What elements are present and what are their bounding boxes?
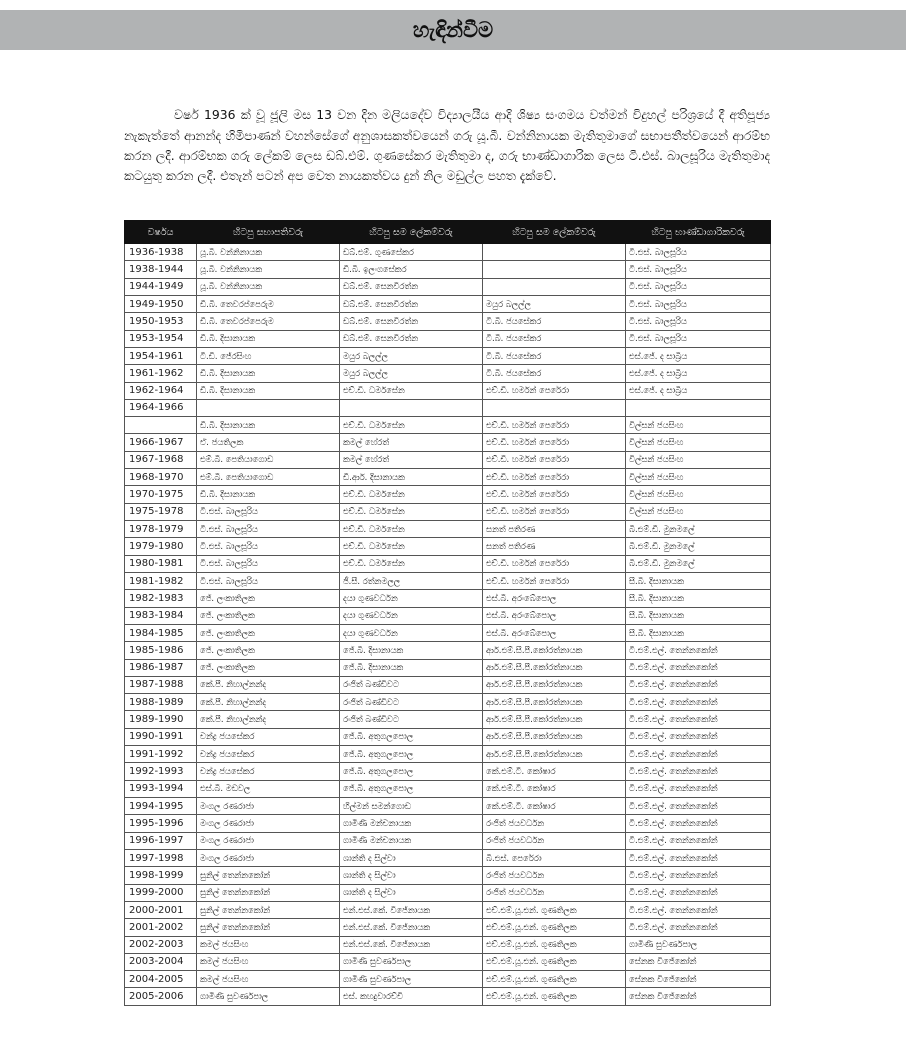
cell-joint-secretary-2: රංජිත් ජයවර්ධන (483, 867, 626, 884)
cell-joint-secretary-1: මයුර බලල්ල (340, 347, 483, 364)
table-row (125, 486, 771, 503)
cell-year: 1950-1953 (125, 313, 197, 330)
table-row (125, 901, 771, 918)
cell-year: 1994-1995 (125, 798, 197, 815)
cell-president: එම්.බී. පෙතියාගොඩ (197, 469, 340, 486)
cell-president: ඩී.බී. තෙවරප්පෙරුම (197, 313, 340, 330)
cell-year: 1964-1966 (125, 399, 197, 416)
cell-joint-secretary-2: එච්.ඩී. හර්මන් පෙරේරා (483, 469, 626, 486)
column-header-joint-secretaries-2: හිටපු සම ලේකම්වරු (483, 221, 626, 244)
cell-treasurer: ටී.එම්.එල්. තෙන්නකෝන් (626, 832, 771, 849)
cell-joint-secretary-1: දයා ගුණවර්ධන (340, 590, 483, 607)
table-row (125, 399, 771, 416)
cell-president: ඩී.බී. තෙවරප්පෙරුම (197, 295, 340, 312)
cell-year: 1984-1985 (125, 624, 197, 641)
cell-year: 2003-2004 (125, 953, 197, 970)
cell-treasurer: ටී.එම්.එල්. තෙන්නකෝන් (626, 798, 771, 815)
cell-joint-secretary-2: එස්.බී. අරංබේපොල (483, 607, 626, 624)
cell-year: 1979-1980 (125, 538, 197, 555)
cell-president: මංගල රණරාජා (197, 849, 340, 866)
cell-treasurer: ටී.එස්. බාලසූරිය (626, 313, 771, 330)
cell-president: ජේ. ලංකාතිලක (197, 659, 340, 676)
table-row (125, 988, 771, 1005)
table-header-row (125, 221, 771, 244)
table-row (125, 867, 771, 884)
cell-year: 1988-1989 (125, 694, 197, 711)
cell-joint-secretary-2: ආර්.එම්.සී.පී.කෝරත්නායක (483, 694, 626, 711)
cell-treasurer: විල්සන් ජයසිංහ (626, 503, 771, 520)
cell-year: 1982-1983 (125, 590, 197, 607)
cell-president: කේ.පී. නිහාල්නන්ද (197, 711, 340, 728)
cell-joint-secretary-2: සනත් පතිරණ (483, 538, 626, 555)
cell-treasurer: ටී.එම්.එල්. තෙන්නකෝන් (626, 867, 771, 884)
cell-year: 1961-1962 (125, 365, 197, 382)
cell-year: 1954-1961 (125, 347, 197, 364)
cell-joint-secretary-2: එච්.ඩී. හර්මන් පෙරේරා (483, 417, 626, 434)
cell-year: 1985-1986 (125, 642, 197, 659)
cell-treasurer: ටී.එම්.එල්. තෙන්නකෝන් (626, 901, 771, 918)
cell-president: ඩී.බී. දිසානායක (197, 365, 340, 382)
table-row (125, 849, 771, 866)
cell-joint-secretary-1: මයුර බලල්ල (340, 365, 483, 382)
cell-joint-secretary-1: ජේ.බී. අතුගලපොල (340, 780, 483, 797)
cell-joint-secretary-2: එස්.බී. අරංබේපොල (483, 590, 626, 607)
cell-president: ජේ. ලංකාතිලක (197, 642, 340, 659)
cell-year: 1970-1975 (125, 486, 197, 503)
table-row (125, 798, 771, 815)
table-row (125, 365, 771, 382)
cell-joint-secretary-2: ආර්.එම්.සී.පී.කෝරත්නායක (483, 659, 626, 676)
cell-treasurer: බී.එම්.ඩී. මුනමලේ (626, 538, 771, 555)
cell-year: 1975-1978 (125, 503, 197, 520)
cell-president: ටී.එස්. බාලසූරිය (197, 503, 340, 520)
table-row (125, 832, 771, 849)
cell-joint-secretary-1: රංජිත් බණ්ඩිවට (340, 711, 483, 728)
cell-joint-secretary-1: එච්.ඩී. ධර්මසේන (340, 382, 483, 399)
column-header-joint-secretaries-1: හිටපු සම ලේකම්වරු (340, 221, 483, 244)
table-row (125, 763, 771, 780)
cell-joint-secretary-2: ආර්.එම්.සී.පී.කෝරත්නායක (483, 711, 626, 728)
cell-year: 1936-1938 (125, 244, 197, 261)
cell-treasurer: බී.එම්.ඩී. මුනමලේ (626, 521, 771, 538)
cell-joint-secretary-2: එස්.බී. අරංබේපොල (483, 624, 626, 641)
cell-joint-secretary-2: බී.එස්. පෙරේරා (483, 849, 626, 866)
cell-treasurer: එස්.ජේ. ද සාබ්‍රිය (626, 382, 771, 399)
table-row (125, 936, 771, 953)
cell-treasurer (626, 399, 771, 416)
cell-treasurer: ටී.එස්. බාලසූරිය (626, 261, 771, 278)
table-row (125, 434, 771, 451)
cell-joint-secretary-1: කමල් හේරත් (340, 451, 483, 468)
column-header-year: වර්ෂය (125, 221, 197, 244)
cell-treasurer: විල්සන් ජයසිංහ (626, 469, 771, 486)
cell-year: 1992-1993 (125, 763, 197, 780)
cell-president: සුනිල් තෙන්නකෝන් (197, 919, 340, 936)
cell-president: චන්ද්‍ර ජයසේකර (197, 746, 340, 763)
cell-joint-secretary-2: රංජිත් ජයවර්ධන (483, 815, 626, 832)
cell-joint-secretary-2: ටී.බී. ජයසේකර (483, 313, 626, 330)
cell-joint-secretary-1: එච්.ඩී. ධර්මසේන (340, 486, 483, 503)
cell-president: ඩී.බී. දිසානායක (197, 486, 340, 503)
cell-joint-secretary-2: රංජිත් ජයවර්ධන (483, 832, 626, 849)
cell-joint-secretary-1: ගාමිණී මන්චනායක (340, 832, 483, 849)
cell-joint-secretary-1: එච්.ඩී. ධර්මසේන (340, 521, 483, 538)
table-row (125, 919, 771, 936)
cell-treasurer: ටී.එම්.එල්. තෙන්නකෝන් (626, 884, 771, 901)
cell-joint-secretary-1: ජේ.බී. දිසානායක (340, 642, 483, 659)
cell-joint-secretary-2: එච්.එම්.යූ.එන්. ගුණතිලක (483, 988, 626, 1005)
cell-joint-secretary-1: ජේ.බී. අතුගලපොල (340, 763, 483, 780)
cell-treasurer: ටී.එම්.එල්. තෙන්නකෝන් (626, 642, 771, 659)
cell-treasurer: ටී.එම්.එල්. තෙන්නකෝන් (626, 728, 771, 745)
cell-president: ජේ. ලංකාතිලක (197, 624, 340, 641)
cell-joint-secretary-2: එච්.එම්.යූ.එන්. ගුණතිලක (483, 901, 626, 918)
cell-joint-secretary-1: එච්.ඩී. ධර්මසේන (340, 555, 483, 572)
table-row (125, 555, 771, 572)
cell-treasurer: ටී.එස්. බාලසූරිය (626, 330, 771, 347)
cell-treasurer: සී.බී. දිසානායක (626, 572, 771, 589)
table-row (125, 728, 771, 745)
cell-year: 2001-2002 (125, 919, 197, 936)
cell-treasurer: විල්සන් ජයසිංහ (626, 434, 771, 451)
cell-joint-secretary-2: එච්.ඩී. හර්මන් පෙරේරා (483, 503, 626, 520)
cell-year: 1981-1982 (125, 572, 197, 589)
cell-president: කේ.පී. නිහාල්නන්ද (197, 676, 340, 693)
cell-joint-secretary-1: එන්.එස්.කේ. විජේනායක (340, 919, 483, 936)
table-row (125, 313, 771, 330)
cell-joint-secretary-2: එච්.ඩී. හර්මන් පෙරේරා (483, 555, 626, 572)
cell-joint-secretary-1: හිල්මන් සමන්ගොඩ (340, 798, 483, 815)
cell-year (125, 417, 197, 434)
cell-president: කමල් ජයසිංහ (197, 936, 340, 953)
table-row (125, 417, 771, 434)
table-row (125, 607, 771, 624)
table-row (125, 469, 771, 486)
cell-president: ඩී.බී. දිසානායක (197, 382, 340, 399)
cell-treasurer: ටී.එස්. බාලසූරිය (626, 244, 771, 261)
column-header-treasurers: හිටපු භාණ්ඩාගාරිකවරු (626, 221, 771, 244)
table-row (125, 347, 771, 364)
table-row (125, 261, 771, 278)
cell-president: ඩී.බී. දිසානායක (197, 330, 340, 347)
cell-joint-secretary-2: එච්.එම්.යූ.එන්. ගුණතිලක (483, 919, 626, 936)
cell-year: 1995-1996 (125, 815, 197, 832)
cell-treasurer: බී.එම්.ඩී. මුනමලේ (626, 555, 771, 572)
cell-president (197, 399, 340, 416)
cell-treasurer: ටී.එම්.එල්. තෙන්නකෝන් (626, 919, 771, 936)
cell-joint-secretary-2: එච්.ඩී. හර්මන් පෙරේරා (483, 451, 626, 468)
cell-year: 2002-2003 (125, 936, 197, 953)
cell-joint-secretary-2: එච්.ඩී. හර්මන් පෙරේරා (483, 486, 626, 503)
cell-president: ඒ. ජයතිලක (197, 434, 340, 451)
cell-president: ටී.ඩී. ජේරසිංහ (197, 347, 340, 364)
cell-joint-secretary-2: එච්.ඩී. හර්මන් පෙරේරා (483, 572, 626, 589)
cell-joint-secretary-1: ශාන්ති ද සිල්වා (340, 849, 483, 866)
cell-treasurer: ටී.එම්.එල්. තෙන්නකෝන් (626, 815, 771, 832)
cell-treasurer: ටී.එම්.එල්. තෙන්නකෝන් (626, 780, 771, 797)
cell-year: 1978-1979 (125, 521, 197, 538)
cell-joint-secretary-2: එච්.එම්.යූ.එන්. ගුණතිලක (483, 953, 626, 970)
cell-president: ඩී.බී. දිසානායක (197, 417, 340, 434)
cell-president: කමල් ජයසිංහ (197, 953, 340, 970)
cell-president: යූ.බී. වන්නිනායක (197, 261, 340, 278)
table-row (125, 451, 771, 468)
cell-year: 1993-1994 (125, 780, 197, 797)
cell-treasurer: සී.බී. දිසානායක (626, 624, 771, 641)
cell-president: චන්ද්‍ර ජයසේකර (197, 728, 340, 745)
cell-year: 1996-1997 (125, 832, 197, 849)
cell-joint-secretary-1: ජේ.බී. අතුගලපොල (340, 746, 483, 763)
cell-year: 1983-1984 (125, 607, 197, 624)
cell-joint-secretary-2: එච්.එම්.යූ.එන්. ගුණතිලක (483, 971, 626, 988)
cell-president: ටී.එස්. බාලසූරිය (197, 572, 340, 589)
table-row (125, 676, 771, 693)
table-header (125, 221, 771, 244)
cell-joint-secretary-1: ජේ.බී. අතුගලපොල (340, 728, 483, 745)
cell-joint-secretary-1: ගාමිණී සුවර්ණපාල (340, 971, 483, 988)
table-row (125, 971, 771, 988)
cell-year: 1953-1954 (125, 330, 197, 347)
cell-joint-secretary-1: ගාමිණී මන්චනායක (340, 815, 483, 832)
cell-joint-secretary-2: ටී.බී. ජයසේකර (483, 330, 626, 347)
cell-president: සුනිල් තෙන්නකෝන් (197, 901, 340, 918)
cell-joint-secretary-1: ඩබ්.එම්. සෙනවිරත්න (340, 313, 483, 330)
cell-joint-secretary-1: ශාන්ති ද සිල්වා (340, 884, 483, 901)
table-row (125, 538, 771, 555)
table-row (125, 278, 771, 295)
table-row (125, 953, 771, 970)
cell-joint-secretary-1: ජේ.බී. දිසානායක (340, 659, 483, 676)
cell-president: කේ.පී. නිහාල්නන්ද (197, 694, 340, 711)
table-row (125, 659, 771, 676)
cell-treasurer: සේනක විජේකෝන් (626, 971, 771, 988)
heading-band (0, 10, 906, 50)
table-row (125, 780, 771, 797)
officers-table-wrapper (124, 220, 771, 1006)
cell-treasurer: එස්.ජේ. ද සාබ්‍රිය (626, 365, 771, 382)
cell-joint-secretary-1: රංජිත් බණ්ඩිවට (340, 676, 483, 693)
cell-joint-secretary-2: එච්.එම්.යූ.එන්. ගුණතිලක (483, 936, 626, 953)
cell-treasurer: ටී.එම්.එල්. තෙන්නකෝන් (626, 763, 771, 780)
cell-joint-secretary-1: එච්.ඩී. ධර්මසේන (340, 417, 483, 434)
cell-president: සුනිල් තෙන්නකෝන් (197, 884, 340, 901)
cell-president: ටී.එස්. බාලසූරිය (197, 555, 340, 572)
table-row (125, 295, 771, 312)
cell-joint-secretary-2: ආර්.එම්.සී.පී.කෝරත්නායක (483, 746, 626, 763)
table-row (125, 694, 771, 711)
cell-year: 1980-1981 (125, 555, 197, 572)
cell-joint-secretary-2: රංජිත් ජයවර්ධන (483, 884, 626, 901)
cell-treasurer: විල්සන් ජයසිංහ (626, 451, 771, 468)
cell-joint-secretary-1: දයා ගුණවර්ධන (340, 607, 483, 624)
table-row (125, 590, 771, 607)
cell-joint-secretary-2: ආර්.එම්.සී.පී.කෝරත්නායක (483, 642, 626, 659)
table-row (125, 624, 771, 641)
cell-year: 1966-1967 (125, 434, 197, 451)
cell-treasurer: ටී.එම්.එල්. තෙන්නකෝන් (626, 694, 771, 711)
cell-president: ගාමිණී සුවර්ණපාල (197, 988, 340, 1005)
cell-treasurer: ටී.එම්.එල්. තෙන්නකෝන් (626, 849, 771, 866)
cell-joint-secretary-1: එන්.එස්.කේ. විජේනායක (340, 901, 483, 918)
cell-treasurer: ටී.එම්.එල්. තෙන්නකෝන් (626, 746, 771, 763)
cell-joint-secretary-2: මයුර බලල්ල (483, 295, 626, 312)
cell-president: මංගල රණරාජා (197, 832, 340, 849)
cell-joint-secretary-1: ඩබ්.එම්. සෙනවිරත්න (340, 278, 483, 295)
cell-joint-secretary-1: කමල් හේරත් (340, 434, 483, 451)
cell-president: ටී.එස්. බාලසූරිය (197, 538, 340, 555)
cell-year: 1938-1944 (125, 261, 197, 278)
cell-joint-secretary-1: ඩබ්.එම්. සෙනවිරත්න (340, 330, 483, 347)
cell-president: ටී.එස්. බාලසූරිය (197, 521, 340, 538)
cell-joint-secretary-2: ටී.බී. ජයසේකර (483, 365, 626, 382)
cell-joint-secretary-1: ඩබ්.එම්. සෙනවිරත්න (340, 295, 483, 312)
cell-joint-secretary-2: සනත් පතිරණ (483, 521, 626, 538)
cell-treasurer: ටී.එම්.එල්. තෙන්නකෝන් (626, 711, 771, 728)
intro-paragraph: වර්ෂ 1936 ක් වූ ජූලි මස 13 වන දින මලියදේව විද්‍යාලයීය ආදි ශිෂ්‍ය සංගමය වත්මන් විදුහල් පරිශ්‍රයේ දී අතිපූජ්‍ය නැකැත්තේ ආනන්ද හිමිපාණන් වහන්සේගේ අනුශාසකත්වයෙන් ගරු යූ.බී. වන්නිනායක මැතිතුමාගේ සභාපතීත්වයෙන් ආරම්භ කරන ලදී. ආරම්භක ගරු ලේකම් ලෙස ඩබ්.එම්. ගුණසේකර මැතිතුමා ද, ගරු භාණ්ඩාගාරික ලෙස ටී.එස්. බාලසූරිය මැතිතුමාද කටයුතු කරන ලදී. එතැන් පටන් අප වෙත නායකත්වය දුන් නිල මඩුල්ල පහත දැක්වේ. (124, 107, 770, 183)
cell-joint-secretary-2: ආර්.එම්.සී.පී.කෝරත්නායක (483, 728, 626, 745)
cell-joint-secretary-2: එච්.ඩී. හර්මන් පෙරේරා (483, 434, 626, 451)
cell-year: 1968-1970 (125, 469, 197, 486)
cell-treasurer: විල්සන් ජයසිංහ (626, 417, 771, 434)
cell-year: 2004-2005 (125, 971, 197, 988)
cell-year: 1989-1990 (125, 711, 197, 728)
cell-joint-secretary-2: එච්.ඩී. හර්මන් පෙරේරා (483, 382, 626, 399)
table-row (125, 815, 771, 832)
cell-president: මංගල රණරාජා (197, 798, 340, 815)
cell-joint-secretary-1: ඩී.ආර්. දිසානායක (340, 469, 483, 486)
cell-joint-secretary-1: එච්.ඩී. ධර්මසේන (340, 538, 483, 555)
cell-president: එස්.බී. මඩවල (197, 780, 340, 797)
cell-treasurer: සී.බී. දිසානායක (626, 590, 771, 607)
cell-joint-secretary-2: කේ.එම්.ටී. කෝෂාර (483, 780, 626, 797)
cell-treasurer: සී.බී. දිසානායක (626, 607, 771, 624)
cell-treasurer: සේනක විජේකෝන් (626, 953, 771, 970)
cell-treasurer: විල්සන් ජයසිංහ (626, 486, 771, 503)
cell-joint-secretary-1: එන්.එස්.කේ. විජේනායක (340, 936, 483, 953)
table-body (125, 244, 771, 1006)
cell-treasurer: ගාමිණී සුවර්ණපාල (626, 936, 771, 953)
table-row (125, 521, 771, 538)
cell-year: 1986-1987 (125, 659, 197, 676)
cell-treasurer: ටී.එම්.එල්. තෙන්නකෝන් (626, 659, 771, 676)
cell-year: 1990-1991 (125, 728, 197, 745)
cell-joint-secretary-2 (483, 399, 626, 416)
cell-joint-secretary-2 (483, 244, 626, 261)
cell-president: එම්.බී. පෙතියාගොඩ (197, 451, 340, 468)
cell-president: ජේ. ලංකාතිලක (197, 607, 340, 624)
cell-year: 1967-1968 (125, 451, 197, 468)
cell-joint-secretary-1: ජී.සී. රත්නමලල (340, 572, 483, 589)
cell-treasurer: ටී.එස්. බාලසූරිය (626, 295, 771, 312)
cell-joint-secretary-1: එස්. කහදුවාරච්චි (340, 988, 483, 1005)
cell-year: 1998-1999 (125, 867, 197, 884)
cell-year: 1987-1988 (125, 676, 197, 693)
column-header-presidents: හිටපු සභාපතිවරු (197, 221, 340, 244)
table-row (125, 330, 771, 347)
table-row (125, 503, 771, 520)
page-title: හැඳින්වීම (412, 17, 494, 42)
cell-joint-secretary-1: එච්.ඩී. ධර්මසේන (340, 503, 483, 520)
cell-treasurer: ටී.එම්.එල්. තෙන්නකෝන් (626, 676, 771, 693)
office-bearers-table (124, 220, 771, 1006)
cell-joint-secretary-2 (483, 278, 626, 295)
table-row (125, 884, 771, 901)
cell-president: යූ.බී. වන්නිනායක (197, 278, 340, 295)
cell-year: 1991-1992 (125, 746, 197, 763)
cell-joint-secretary-1: ශාන්ති ද සිල්වා (340, 867, 483, 884)
cell-treasurer: එස්.ජේ. ද සාබ්‍රිය (626, 347, 771, 364)
cell-joint-secretary-1 (340, 399, 483, 416)
cell-joint-secretary-1: ගාමිණී සුවර්ණපාල (340, 953, 483, 970)
cell-joint-secretary-2: කේ.එම්.ටී. කෝෂාර (483, 798, 626, 815)
cell-year: 2005-2006 (125, 988, 197, 1005)
cell-treasurer: ටී.එස්. බාලසූරිය (626, 278, 771, 295)
table-row (125, 382, 771, 399)
cell-treasurer: සේනක විජේකෝන් (626, 988, 771, 1005)
cell-year: 1997-1998 (125, 849, 197, 866)
cell-president: මංගල රණරාජා (197, 815, 340, 832)
cell-year: 1949-1950 (125, 295, 197, 312)
cell-joint-secretary-1: ඩී.බී. ඉලංගසේකර (340, 261, 483, 278)
cell-joint-secretary-2: කේ.එම්.ටී. කෝෂාර (483, 763, 626, 780)
cell-year: 1999-2000 (125, 884, 197, 901)
table-row (125, 746, 771, 763)
table-row (125, 244, 771, 261)
table-row (125, 642, 771, 659)
table-row (125, 572, 771, 589)
cell-president: යූ.බී. වන්නිනායක (197, 244, 340, 261)
table-row (125, 711, 771, 728)
cell-year: 1962-1964 (125, 382, 197, 399)
cell-joint-secretary-1: දයා ගුණවර්ධන (340, 624, 483, 641)
cell-president: ජේ. ලංකාතිලක (197, 590, 340, 607)
cell-president: සුනිල් තෙන්නකෝන් (197, 867, 340, 884)
cell-joint-secretary-2 (483, 261, 626, 278)
cell-joint-secretary-2: ආර්.එම්.සී.පී.කෝරත්නායක (483, 676, 626, 693)
cell-president: කමල් ජයසිංහ (197, 971, 340, 988)
cell-joint-secretary-1: රංජිත් බණ්ඩිවට (340, 694, 483, 711)
cell-joint-secretary-1: ඩබ්.එම්. ගුණසේකර (340, 244, 483, 261)
cell-president: චන්ද්‍ර ජයසේකර (197, 763, 340, 780)
cell-year: 2000-2001 (125, 901, 197, 918)
cell-year: 1944-1949 (125, 278, 197, 295)
cell-joint-secretary-2: ටී.බී. ජයසේකර (483, 347, 626, 364)
